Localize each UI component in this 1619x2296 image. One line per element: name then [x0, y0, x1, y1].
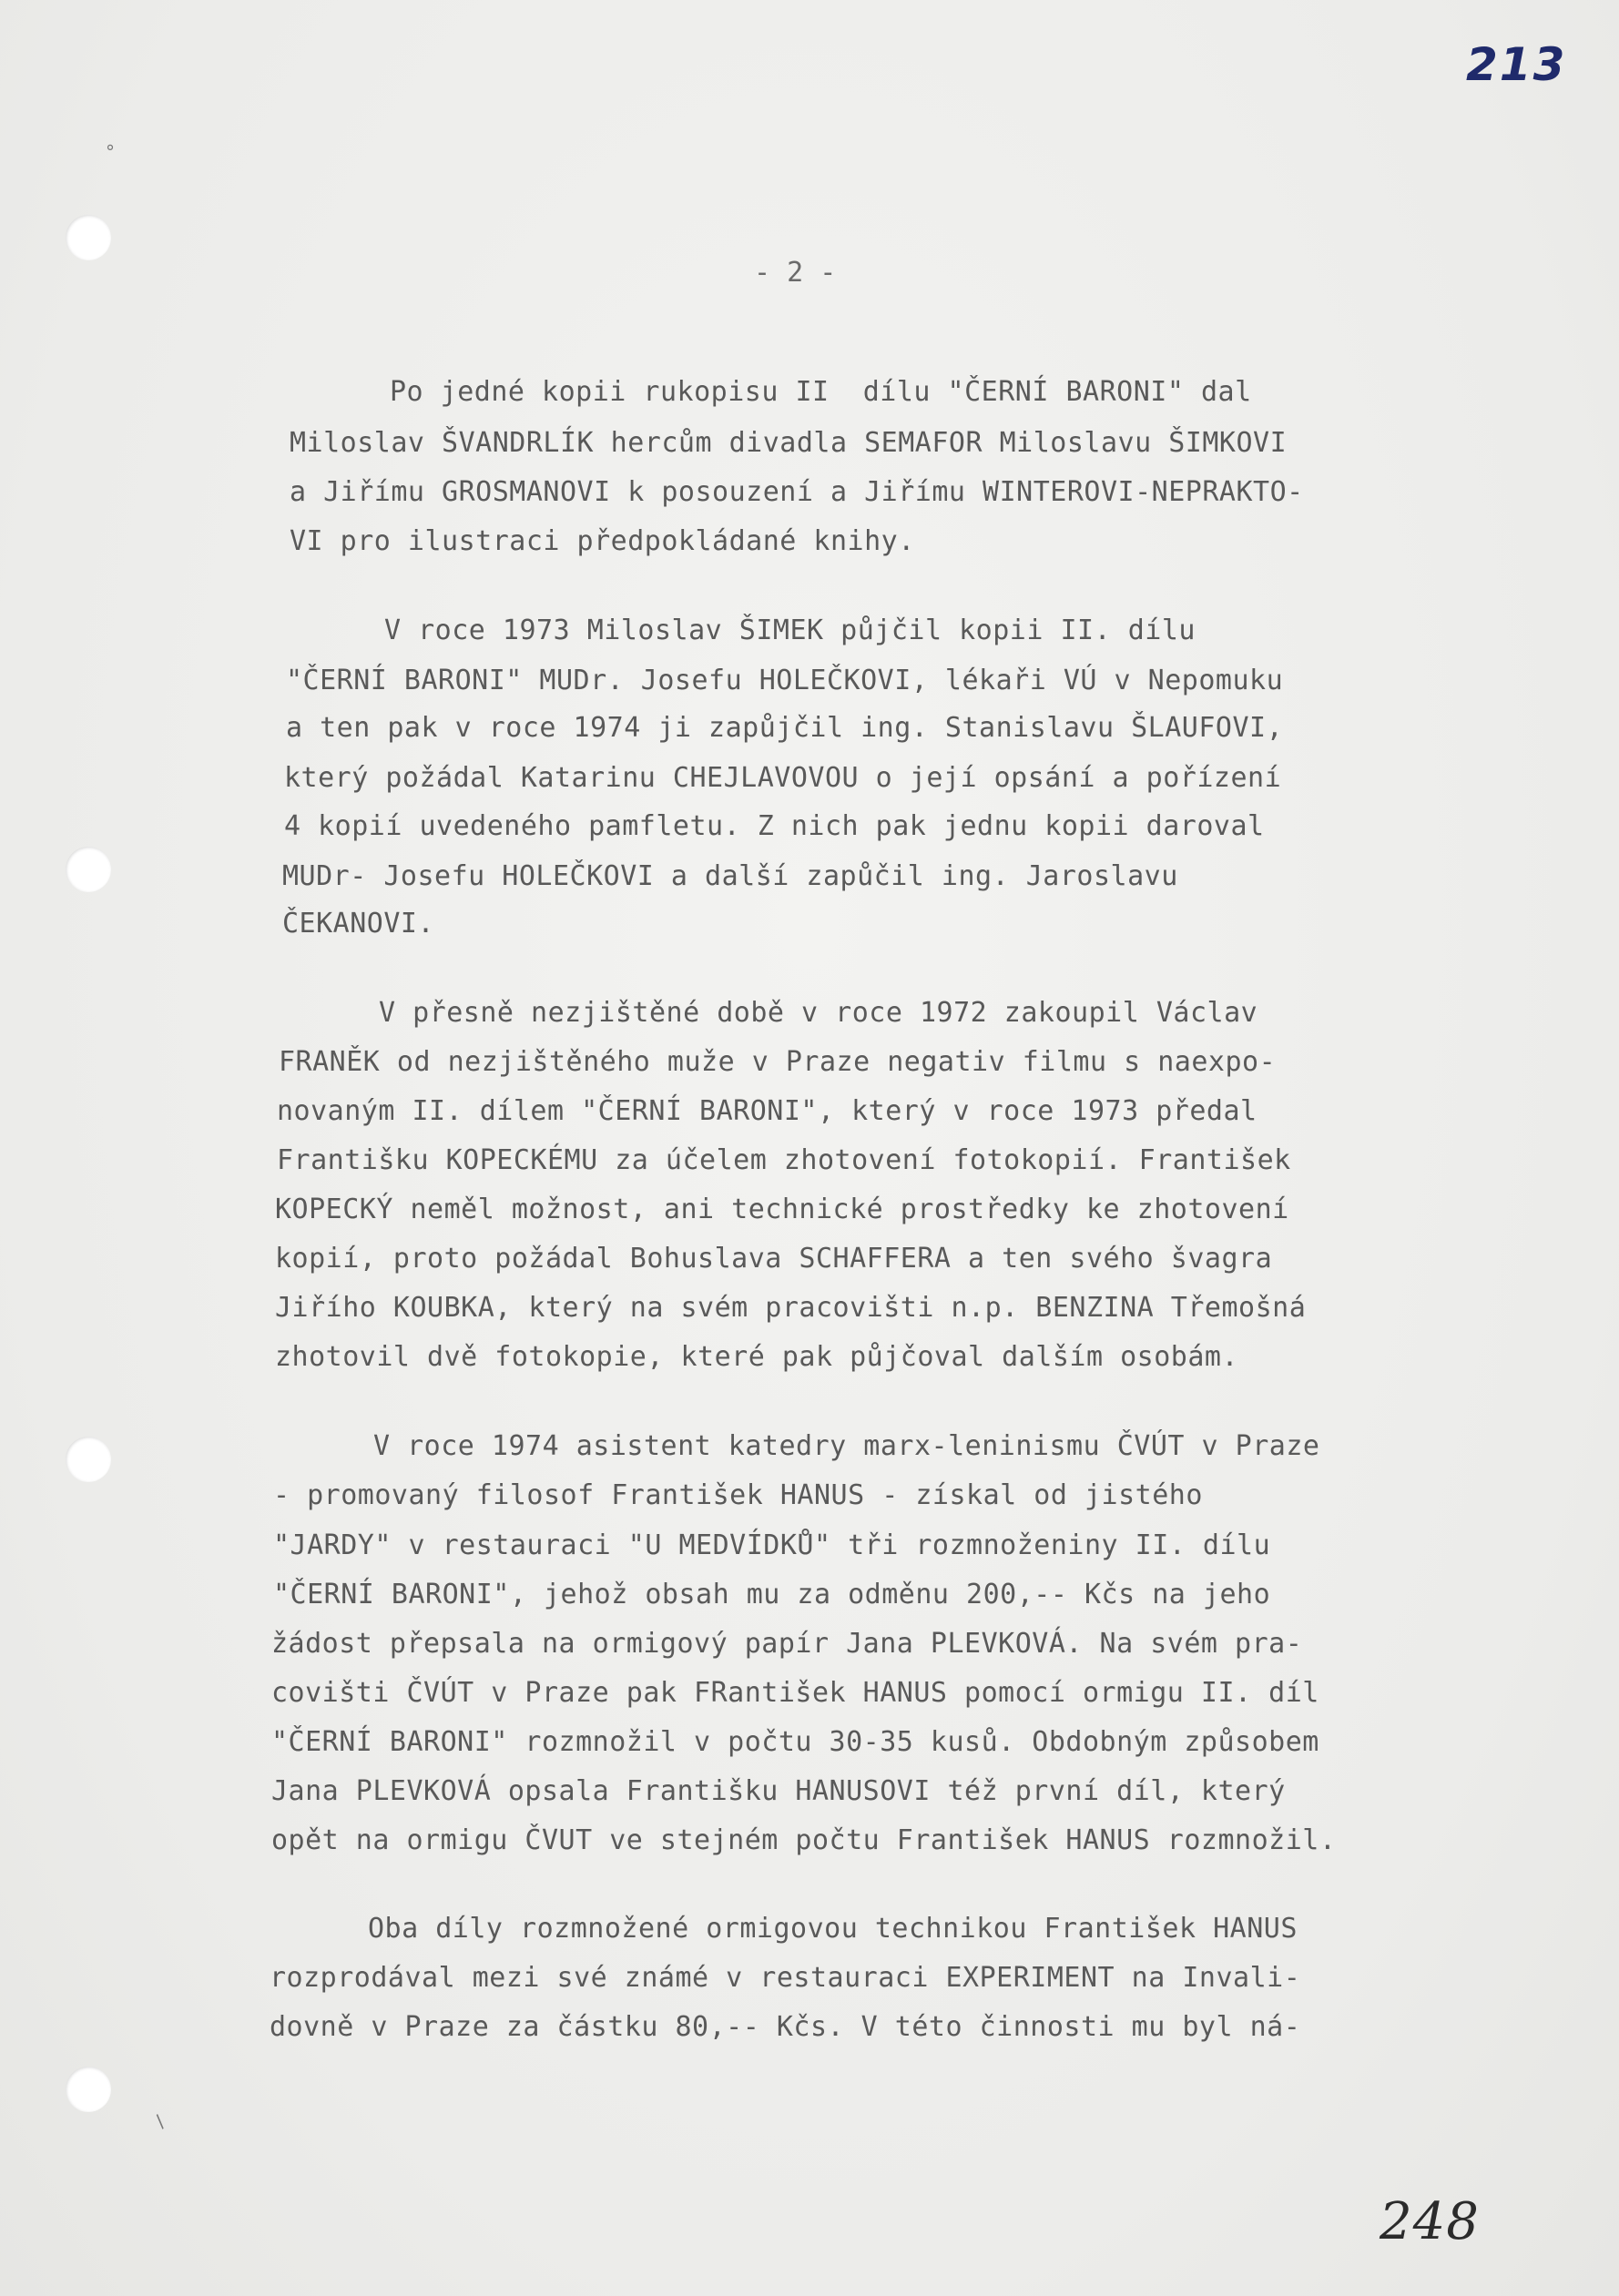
stray-mark: ° — [106, 141, 115, 163]
text-line: MUDr- Josefu HOLEČKOVI a další zapůčil ing. Jaroslavu — [282, 860, 1178, 892]
text-line: opět na ormigu ČVUT ve stejném počtu František HANUS rozmnožil. — [271, 1824, 1337, 1856]
text-line: VI pro ilustraci předpokládané knihy. — [290, 525, 915, 557]
punch-hole — [66, 1437, 111, 1482]
text-line: Oba díly rozmnožené ormigovou technikou František HANUS — [368, 1913, 1298, 1945]
handwritten-page-number: 248 — [1380, 2192, 1480, 2251]
text-line: Po jedné kopii rukopisu II dílu "ČERNÍ BARONI" dal — [390, 376, 1252, 408]
text-line: který požádal Katarinu CHEJLAVOVOU o její opsání a pořízení — [284, 762, 1282, 794]
text-line: kopií, proto požádal Bohuslava SCHAFFERA a ten svého švagra — [275, 1243, 1273, 1275]
text-line: covišti ČVÚT v Praze pak FRantišek HANUS pomocí ormigu II. díl — [271, 1677, 1319, 1709]
text-line: V přesně nezjištěné době v roce 1972 zakoupil Václav — [379, 997, 1258, 1029]
text-line: zhotovil dvě fotokopie, které pak půjčoval dalším osobám. — [275, 1341, 1239, 1373]
text-line: ČEKANOVI. — [282, 908, 435, 940]
punch-hole — [66, 2067, 111, 2112]
punch-hole — [66, 847, 111, 892]
text-line: Františku KOPECKÉMU za účelem zhotovení fotokopií. František — [277, 1144, 1291, 1176]
text-line: - promovaný filosof František HANUS - získal od jistého — [273, 1479, 1203, 1511]
stray-mark: / — [150, 2110, 169, 2132]
text-line: a ten pak v roce 1974 ji zapůjčil ing. Stanislavu ŠLAUFOVI, — [286, 712, 1284, 744]
text-line: dovně v Praze za částku 80,-- Kčs. V této činnosti mu byl ná- — [270, 2011, 1301, 2043]
text-line: rozprodával mezi své známé v restauraci EXPERIMENT na Invali- — [270, 1962, 1301, 1994]
text-line: žádost přepsala na ormigový papír Jana PLEVKOVÁ. Na svém pra- — [271, 1628, 1303, 1660]
text-line: a Jiřímu GROSMANOVI k posouzení a Jiřímu WINTEROVI-NEPRAKTO- — [290, 476, 1304, 508]
text-line: Jana PLEVKOVÁ opsala Františku HANUSOVI též první díl, který — [271, 1775, 1286, 1807]
text-line: "JARDY" v restauraci "U MEDVÍDKŮ" tři rozmnoženiny II. dílu — [273, 1529, 1271, 1561]
text-line: novaným II. dílem "ČERNÍ BARONI", který v roce 1973 předal — [277, 1095, 1258, 1127]
text-line: Jiřího KOUBKA, který na svém pracovišti n.p. BENZINA Třemošná — [275, 1292, 1307, 1324]
text-line: 4 kopií uvedeného pamfletu. Z nich pak jednu kopii daroval — [284, 810, 1265, 842]
text-line: V roce 1973 Miloslav ŠIMEK půjčil kopii II. dílu — [384, 615, 1196, 646]
text-line: "ČERNÍ BARONI" MUDr. Josefu HOLEČKOVI, lékaři VÚ v Nepomuku — [286, 665, 1284, 696]
text-line: "ČERNÍ BARONI", jehož obsah mu za odměnu 200,-- Kčs na jeho — [273, 1579, 1271, 1610]
handwritten-folio-number: 213 — [1466, 38, 1567, 91]
page-number: - 2 - — [754, 257, 837, 289]
text-line: KOPECKÝ neměl možnost, ani technické prostředky ke zhotovení — [275, 1194, 1289, 1225]
text-line: "ČERNÍ BARONI" rozmnožil v počtu 30-35 kusů. Obdobným způsobem — [271, 1726, 1319, 1758]
punch-hole — [66, 215, 111, 260]
text-line: Miloslav ŠVANDRLÍK hercům divadla SEMAFOR Miloslavu ŠIMKOVI — [290, 427, 1288, 459]
text-line: V roce 1974 asistent katedry marx-leninismu ČVÚT v Praze — [373, 1430, 1320, 1462]
text-line: FRANĚK od nezjištěného muže v Praze negativ filmu s naexpo- — [279, 1046, 1277, 1078]
